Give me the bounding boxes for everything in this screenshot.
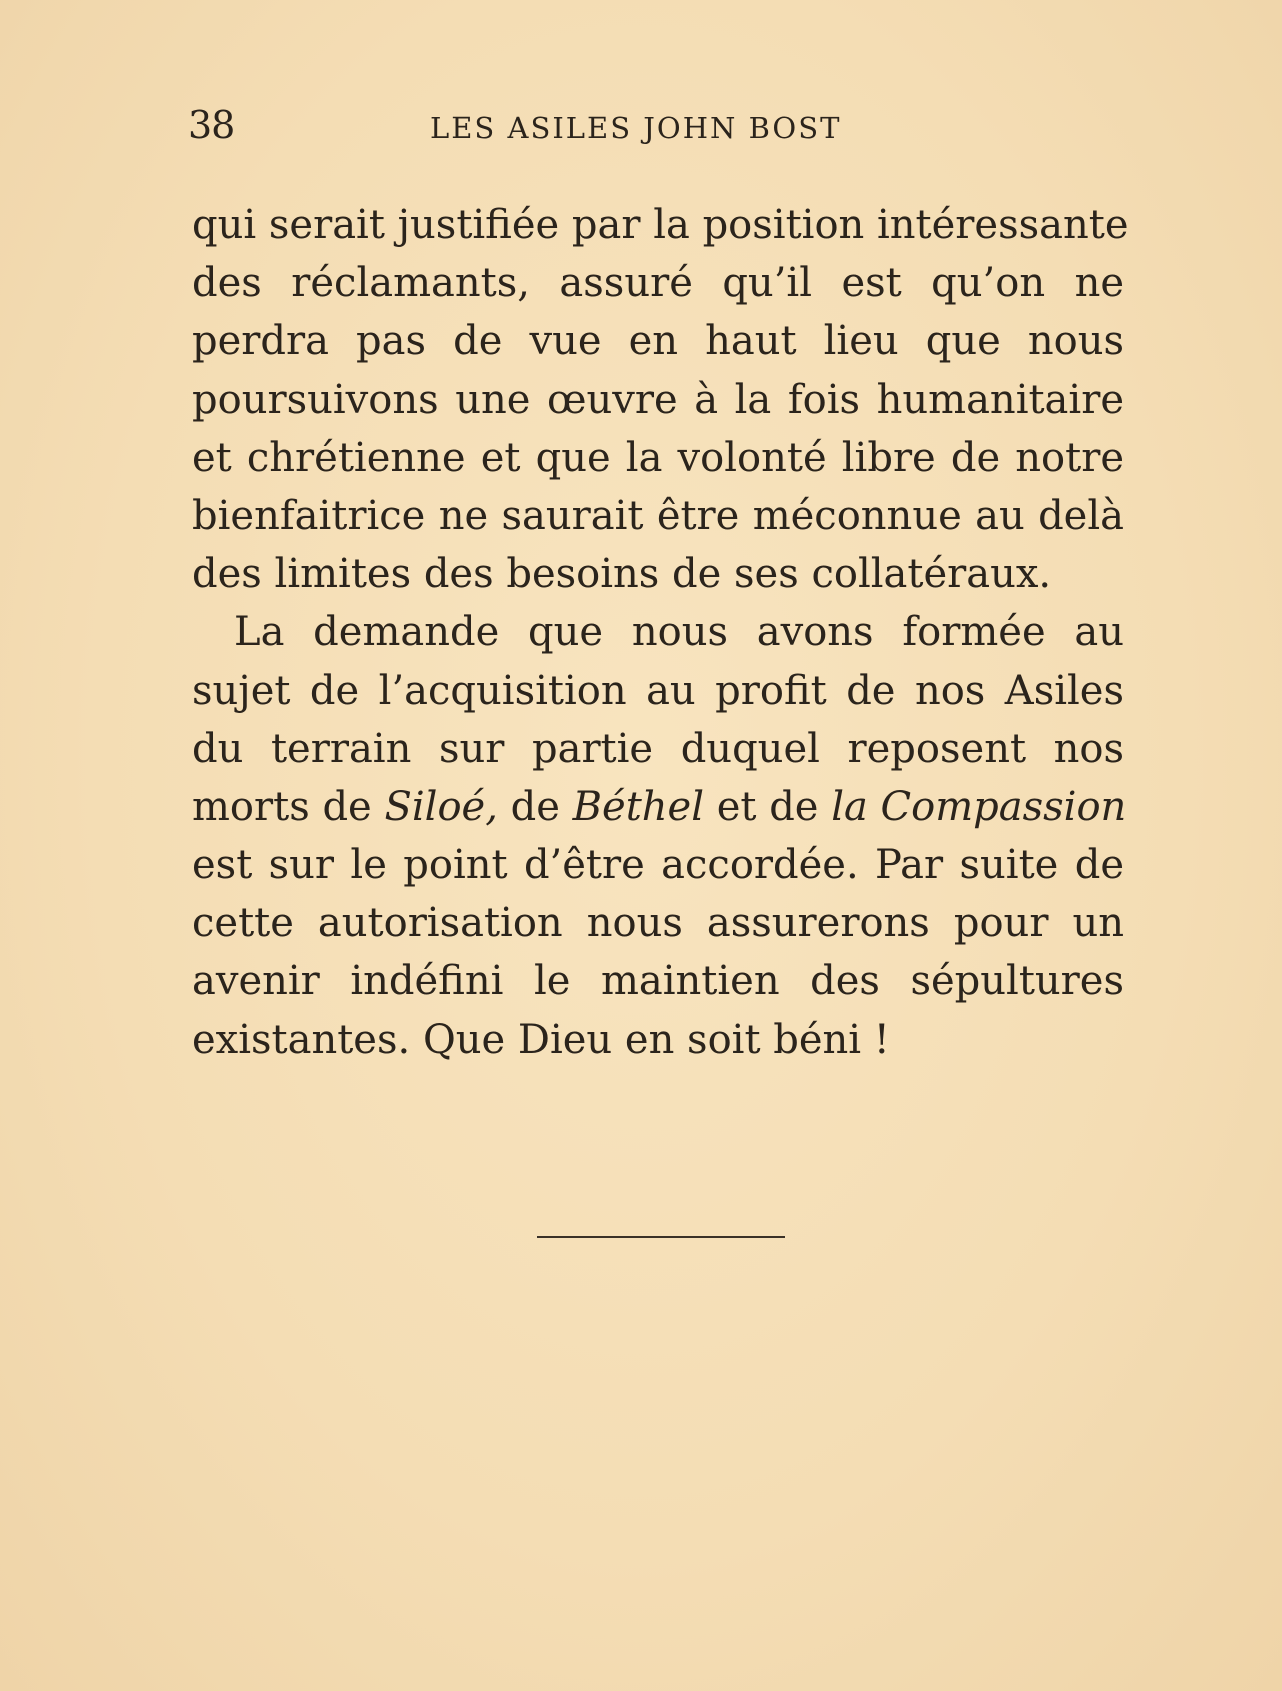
running-head: LES ASILES JOHN BOST (430, 111, 842, 145)
italic-place-name: Siloé, (384, 783, 498, 830)
text-line: qui serait justifiée par la position intéressante (192, 202, 1129, 248)
text-line: est sur le point d’être accordée. Par suite de (192, 842, 1124, 889)
text-line: et chrétienne et que la volonté libre de notre (192, 434, 1124, 481)
text-line: avenir indéfini le maintien des sépultures (192, 958, 1124, 1005)
italic-place-name: la Compassion (831, 783, 1127, 830)
text-fragment: de (497, 783, 573, 830)
text-line: des réclamants, assuré qu’il est qu’on ne (192, 260, 1124, 307)
page-header (188, 103, 1088, 153)
page-number: 38 (188, 103, 235, 147)
section-end-rule (537, 1236, 785, 1238)
text-line-with-italics (192, 778, 1127, 836)
italic-place-name: Béthel (572, 783, 705, 830)
text-fragment: et de (704, 783, 832, 830)
text-fragment: morts de (192, 783, 385, 830)
text-line: existantes. Que Dieu en soit béni ! (192, 1016, 890, 1063)
text-line: poursuivons une œuvre à la fois humanitaire (192, 376, 1124, 423)
text-line: La demande que nous avons formée au (234, 609, 1124, 656)
text-line: sujet de l’acquisition au profit de nos Asiles (192, 667, 1124, 714)
text-line: du terrain sur partie duquel reposent nos (192, 725, 1124, 772)
text-line: cette autorisation nous assurerons pour un (192, 900, 1124, 947)
text-line: bienfaitrice ne saurait être méconnue au delà (192, 492, 1124, 539)
body-text (192, 196, 1129, 1069)
text-line: des limites des besoins de ses collatéraux. (192, 551, 1052, 598)
text-line: perdra pas de vue en haut lieu que nous (192, 318, 1124, 365)
